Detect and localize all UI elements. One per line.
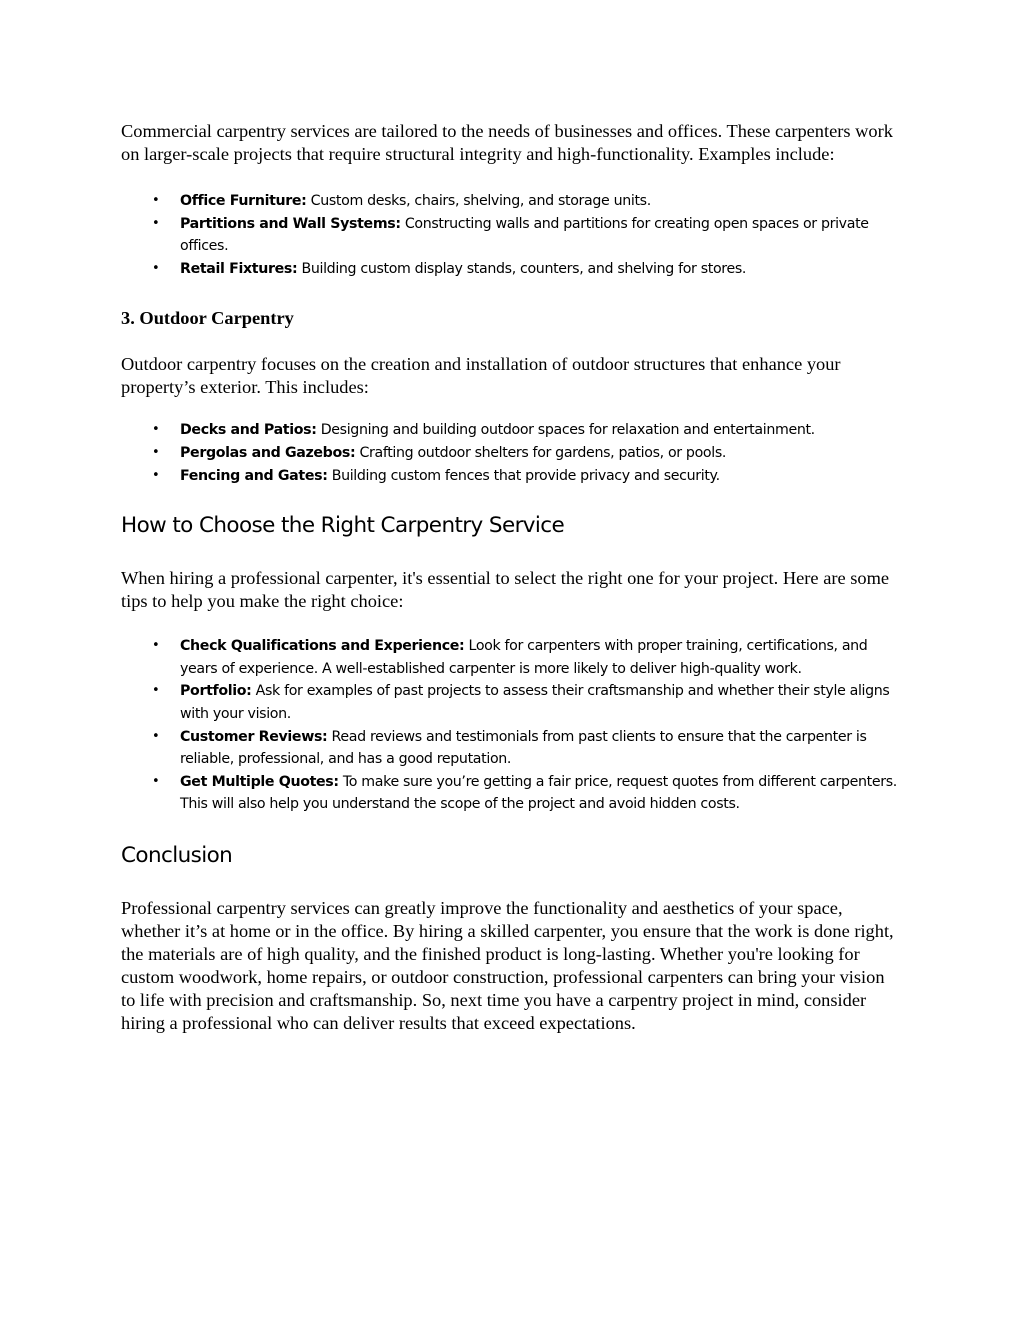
list-item-desc: To make sure you’re getting a fair price, request quotes from different carpenters. This will also help you understand the scope of the project and avoid hidden costs.	[180, 773, 897, 813]
document-page	[121, 120, 901, 1035]
list-item	[121, 635, 901, 680]
list-item-term: Get Multiple Quotes:	[180, 773, 339, 790]
list-item-term: Pergolas and Gazebos:	[180, 444, 356, 461]
tips-list	[121, 635, 901, 816]
list-item	[121, 465, 901, 488]
choose-service-paragraph: When hiring a professional carpenter, it's essential to select the right one for your project. Here are some tips to help you make the right choice:	[121, 568, 890, 612]
conclusion-paragraph: Professional carpentry services can greatly improve the functionality and aesthetics of your space, whether it’s at home or in the office. By hiring a skilled carpenter, you ensure that the work is done right, the materials are of high quality, and the finished product is long-lasting. Whether you're looking for custom woodwork, home repairs, or outdoor construction, professional carpenters can bring your vision to life with precision and craftsmanship. So, next time you have a carpentry project in mind, consider hiring a professional who can deliver results that exceed expectations.	[121, 897, 894, 1033]
outdoor-carpentry-heading: 3. Outdoor Carpentry	[121, 308, 294, 329]
list-item-desc: Building custom display stands, counters, and shelving for stores.	[297, 260, 747, 277]
list-item-term: Office Furniture:	[180, 193, 307, 209]
list-item-desc: Look for carpenters with proper training, certifications, and years of experience. A well-established carpenter is more likely to deliver high-quality work.	[180, 638, 868, 677]
list-item-term: Retail Fixtures:	[180, 260, 298, 277]
list-item	[121, 419, 901, 442]
list-item-desc: Crafting outdoor shelters for gardens, patios, or pools.	[355, 444, 727, 461]
outdoor-paragraph: Outdoor carpentry focuses on the creation and installation of outdoor structures that enhance your property’s exterior. This includes:	[121, 354, 841, 398]
conclusion-heading: Conclusion	[121, 842, 233, 868]
list-item-term: Decks and Patios:	[180, 422, 317, 439]
bullet-icon: •	[152, 260, 160, 276]
choose-service-heading: How to Choose the Right Carpentry Service	[121, 513, 565, 539]
list-item	[121, 771, 901, 816]
list-item	[121, 726, 901, 771]
bullet-icon: •	[152, 193, 160, 208]
bullet-icon: •	[152, 773, 160, 789]
list-item-desc: Building custom fences that provide privacy and security.	[327, 467, 720, 484]
commercial-intro-paragraph: Commercial carpentry services are tailored to the needs of businesses and offices. These carpenters work on larger-scale projects that require structural integrity and high-functionality. Examples include:	[121, 121, 893, 164]
list-item	[121, 680, 901, 725]
bullet-icon: •	[152, 422, 160, 438]
list-item-desc: Read reviews and testimonials from past clients to ensure that the carpenter is reliable, professional, and has a good reputation.	[180, 728, 867, 768]
list-item-term: Check Qualifications and Experience:	[180, 638, 465, 655]
bullet-icon: •	[152, 683, 160, 699]
list-item-term: Portfolio:	[180, 683, 252, 700]
commercial-list	[121, 190, 901, 280]
list-item-desc: Custom desks, chairs, shelving, and storage units.	[306, 193, 651, 209]
list-item-term: Partitions and Wall Systems:	[180, 215, 401, 232]
list-item-term: Fencing and Gates:	[180, 467, 328, 484]
list-item	[121, 190, 901, 213]
bullet-icon: •	[152, 467, 160, 483]
list-item	[121, 258, 901, 281]
list-item-desc: Designing and building outdoor spaces for relaxation and entertainment.	[316, 422, 815, 439]
list-item-desc: Ask for examples of past projects to assess their craftsmanship and whether their style aligns with your vision.	[180, 683, 890, 722]
list-item	[121, 442, 901, 465]
list-item-desc: Constructing walls and partitions for creating open spaces or private offices.	[180, 215, 869, 255]
bullet-icon: •	[152, 215, 160, 231]
bullet-icon: •	[152, 638, 160, 654]
outdoor-list	[121, 419, 901, 487]
bullet-icon: •	[152, 444, 160, 460]
bullet-icon: •	[152, 728, 160, 744]
list-item	[121, 213, 901, 258]
list-item-term: Customer Reviews:	[180, 728, 328, 745]
